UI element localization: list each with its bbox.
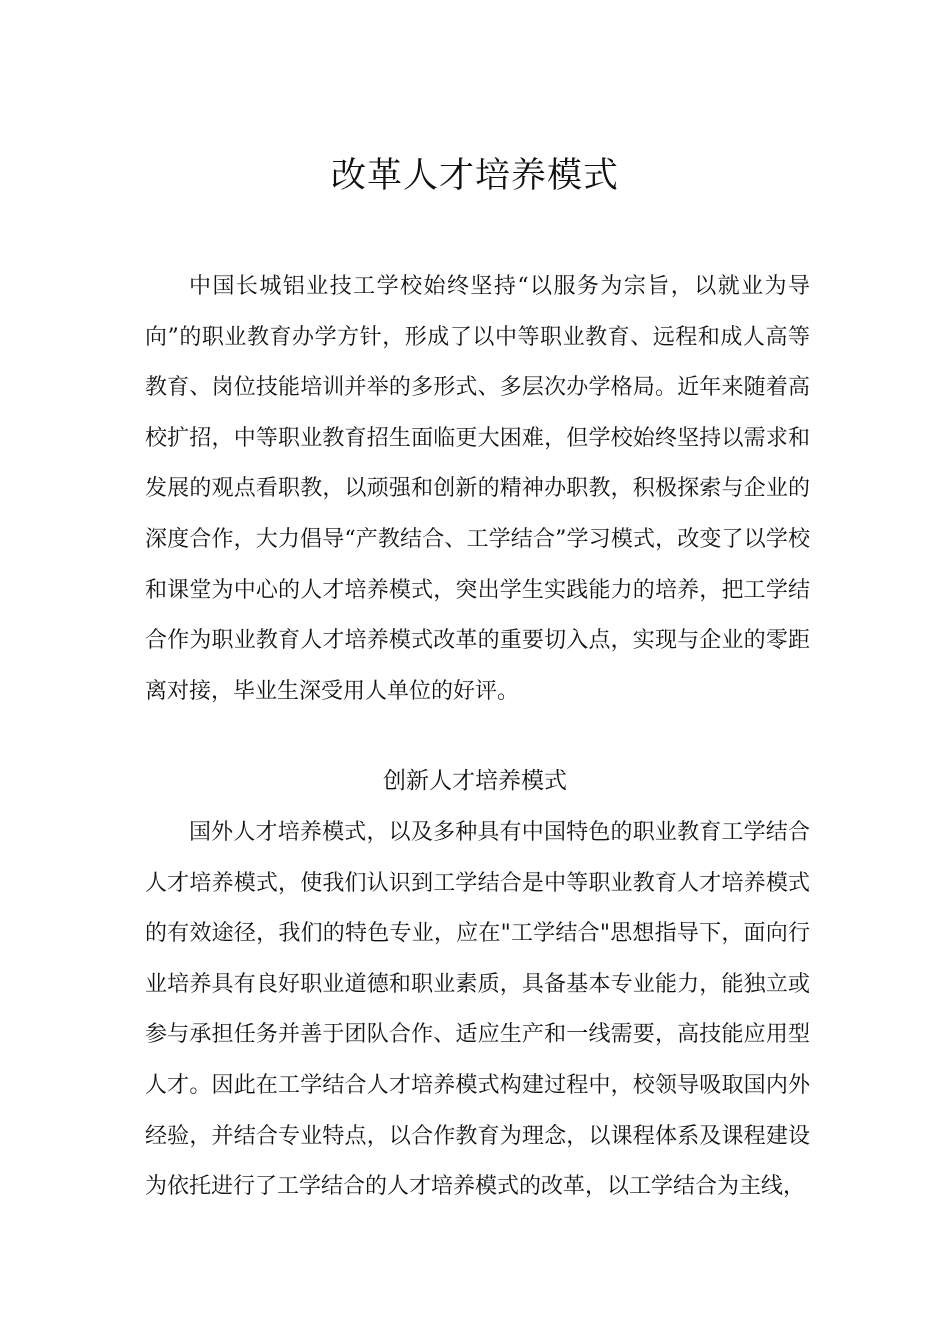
section-paragraph: 国外人才培养模式，以及多种具有中国特色的职业教育工学结合人才培养模式，使我们认识到工学结合是中等职业教育人才培养模式的有效途径，我们的特色专业，应在"工学结合"思想指导下，面向行业培养具有良好职业道德和职业素质，具备基本专业能力，能独立或参与承担任务并善于团队合作、适应生产和一线需要，高技能应用型人才。因此在工学结合人才培养模式构建过程中，校领导吸取国内外经验，并结合专业特点，以合作教育为理念，以课程体系及课程建设为依托进行了工学结合的人才培养模式的改革，以工学结合为主线， — [145, 820, 810, 1200]
section-heading: 创新人才培养模式 — [383, 768, 567, 794]
document-title: 改革人才培养模式 — [330, 156, 619, 196]
intro-paragraph: 中国长城铝业技工学校始终坚持“以服务为宗旨，以就业为导向”的职业教育办学方针，形成了以中等职业教育、远程和成人高等教育、岗位技能培训并举的多形式、多层次办学格局。近年来随着高校扩招，中等职业教育招生面临更大困难，但学校始终坚持以需求和发展的观点看职教，以顽强和创新的精神办职教，积极探索与企业的深度合作，大力倡导“产教结合、工学结合”学习模式，改变了以学校和课堂为中心的人才培养模式，突出学生实践能力的培养，把工学结合作为职业教育人才培养模式改革的重要切入点，实现与企业的零距离对接，毕业生深受用人单位的好评。 — [145, 274, 810, 704]
